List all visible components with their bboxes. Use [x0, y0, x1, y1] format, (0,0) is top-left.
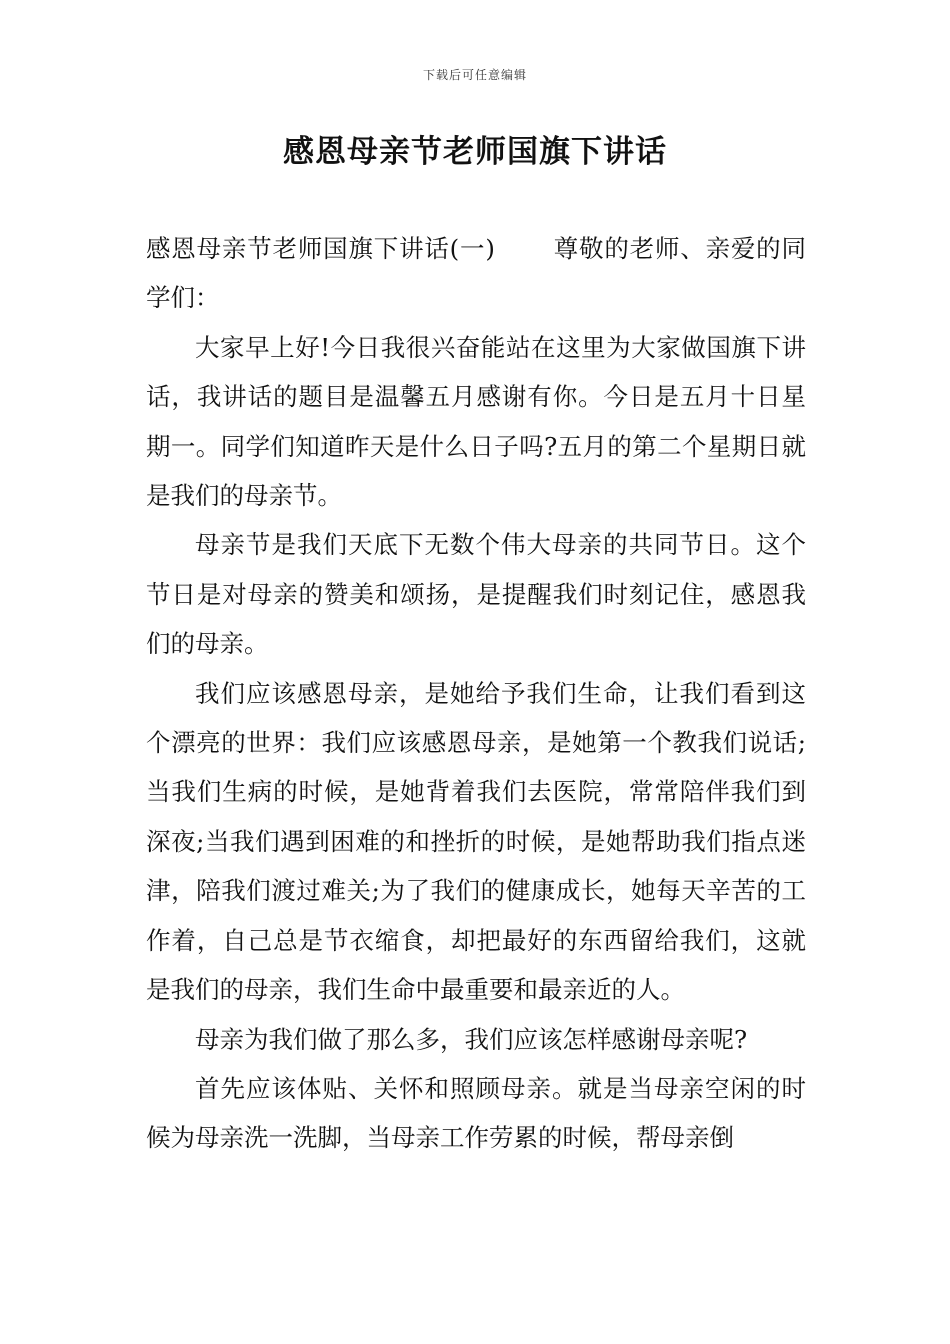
intro-heading: 感恩母亲节老师国旗下讲话(一) [146, 234, 495, 263]
document-body [146, 224, 806, 1163]
paragraph: 母亲为我们做了那么多，我们应该怎样感谢母亲呢? [195, 1024, 748, 1054]
header-note: 下载后可任意编辑 [422, 68, 527, 82]
paragraph: 首先应该体贴、关怀和照顾母亲。就是当母亲空闲的时候为母亲洗一洗脚，当母亲工作劳累的时候，帮母亲倒 [146, 1073, 806, 1153]
paragraph: 我们应该感恩母亲，是她给予我们生命，让我们看到这个漂亮的世界：我们应该感恩母亲，是她第一个教我们说话;当我们生病的时候，是她背着我们去医院，常常陪伴我们到深夜;当我们遇到困难的和挫折的时候，是她帮助我们指点迷津，陪我们渡过难关;为了我们的健康成长，她每天辛苦的工作着，自己总是节衣缩食，却把最好的东西留给我们，这就是我们的母亲，我们生命中最重要和最亲近的人。 [146, 678, 806, 1005]
intro-line [146, 224, 806, 323]
paragraph: 大家早上好!今日我很兴奋能站在这里为大家做国旗下讲话，我讲话的题目是温馨五月感谢有你。今日是五月十日星期一。同学们知道昨天是什么日子吗?五月的第二个星期日就是我们的母亲节。 [146, 332, 806, 511]
intro-greeting: 尊敬的老师、亲爱的同学们： [146, 234, 806, 313]
document-title: 感恩母亲节老师国旗下讲话 [283, 134, 667, 170]
paragraph: 母亲节是我们天底下无数个伟大母亲的共同节日。这个节日是对母亲的赞美和颂扬，是提醒我们时刻记住，感恩我们的母亲。 [146, 530, 806, 659]
